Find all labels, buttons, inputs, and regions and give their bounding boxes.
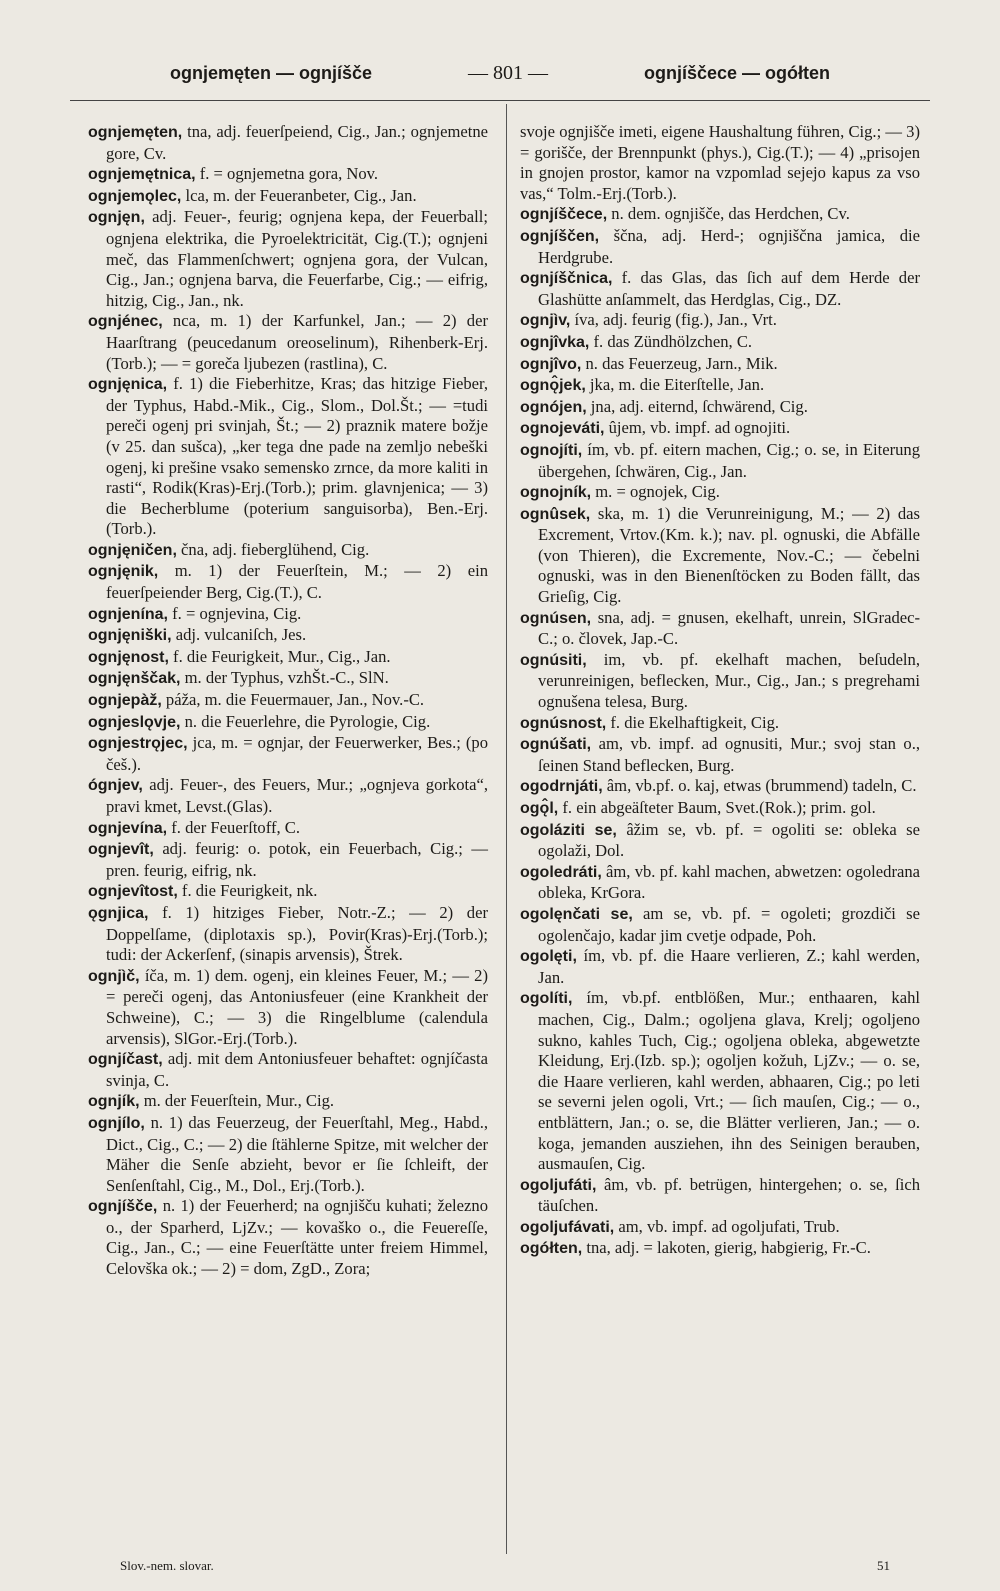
- entry-headword: ogǫ̂l,: [520, 800, 559, 817]
- dictionary-entry: [88, 712, 488, 734]
- dictionary-entry: [88, 561, 488, 603]
- dictionary-entry: [88, 881, 488, 903]
- dictionary-entry: [88, 374, 488, 540]
- entry-headword: ognojeváti,: [520, 420, 605, 438]
- entry-definition: ím, vb. pf. eitern machen, Cig.; o. se, in Eiterung übergehen, ſchwären, Cig., Jan.: [538, 439, 920, 481]
- dictionary-entry: [520, 122, 920, 204]
- entry-definition: am se, vb. pf. = ogoleti; grozdiči se ogolenčajo, kadar jim cvetje odpade, Poh.: [538, 903, 920, 945]
- entry-headword: ognjęn,: [88, 209, 145, 227]
- page-number: — 801 —: [468, 62, 548, 84]
- entry-headword: ognojník,: [520, 484, 592, 502]
- entry-definition: n. das Feuerzeug, Jarn., Mik.: [581, 353, 778, 373]
- entry-headword: ognjęničen,: [88, 541, 177, 559]
- entry-definition: f. ein abgeäſteter Baum, Svet.(Rok.); prim. gol.: [558, 798, 876, 817]
- entry-headword: ognjîvo,: [520, 355, 582, 373]
- dictionary-entry: [88, 1091, 488, 1113]
- entry-headword: ognjíščece,: [520, 206, 608, 224]
- footer-signature: Slov.-nem. slovar.: [120, 1558, 214, 1573]
- entry-definition: am, vb. impf. ad ogoljufati, Trub.: [614, 1216, 840, 1236]
- entry-definition: m. 1) der Feuerſtein, M.; — 2) ein feuerſpeiender Berg, Cig.(T.), C.: [106, 561, 488, 603]
- entry-definition: f. die Feurigkeit, Mur., Cig., Jan.: [168, 646, 391, 666]
- entry-definition: adj. Feuer-, des Feuers, Mur.; „ognjeva gorkota“, pravi kmet, Levst.(Glas).: [106, 775, 488, 816]
- dictionary-entry: [88, 1196, 488, 1279]
- entry-definition: tna, adj. = lakoten, gierig, habgierig, Fr.-C.: [582, 1238, 871, 1258]
- entry-definition: ím, vb.pf. entblößen, Mur.; enthaaren, kahl machen, Cig., Dalm.; ogoljena glava, Krelj; ogoljeno sukno, kahles Tuch, Cig.; ogoljena obleka, abgewetzte Kleidung, Erj.(Izb. sp.); ogoljen kožuh, LjZv.; — o. se, die Haare verlieren, kahl werden, abhaaren, Cig.; po leti se severni jelen ogoli, Vrt.; — ſich mauſen, Cig.; — o., entblättern, Jan.; o. se, die Blätter verlieren, Jan.; — o. koga, jemanden ausziehen, ihn des Seinigen berauben, ausmauſen, Cig.: [538, 988, 920, 1174]
- entry-headword: ogółten,: [520, 1240, 583, 1258]
- entry-headword: ognojíti,: [520, 441, 583, 459]
- entry-definition: n. 1) das Feuerzeug, der Feuerſtahl, Meg., Habd., Dict., Cig., C.; — 2) die ſtählerne Spitze, mit welcher der Mäher die Senſe abzieht, bevor er ſie ſchleift, der Senſenſtahl, Cig., M., Dol., Erj.(Torb.).: [106, 1112, 488, 1195]
- entry-definition: adj. Feuer-, feurig; ognjena kepa, der Feuerball; ognjena elektrika, die Pyroelektricität, Cig.(T.); ognjeni meč, das Flammenſchwert; ognjena gora, der Vulcan, Cig., Jan.; ognjena barva, die Feuerfarbe, Cig.; — eifrig, hitzig, Cig., Jan., nk.: [106, 207, 488, 310]
- dictionary-entry: [88, 966, 488, 1049]
- entry-headword: ogoláziti se,: [520, 821, 617, 839]
- dictionary-entry: [520, 397, 920, 419]
- entry-headword: ogolíti,: [520, 990, 573, 1008]
- entry-definition: f. der Feuerſtoff, C.: [167, 817, 300, 837]
- entry-headword: ognjemęten,: [88, 124, 183, 141]
- entry-headword: ognjíčast,: [88, 1051, 163, 1069]
- dictionary-entry: [520, 1175, 920, 1217]
- dictionary-entry: [520, 820, 920, 862]
- dictionary-entry: [88, 690, 488, 712]
- entry-definition: m. = ognojek, Cig.: [591, 482, 720, 502]
- entry-definition: jka, m. die Eiterſtelle, Jan.: [585, 375, 765, 395]
- dictionary-entry: [88, 647, 488, 669]
- dictionary-entry: [520, 332, 920, 354]
- entry-headword: ognûsek,: [520, 505, 591, 523]
- entry-headword: ognjęnost,: [88, 648, 169, 666]
- entry-definition: íča, m. 1) dem. ogenj, ein kleines Feuer, M.; — 2) = pereči ogenj, das Antoniusfeuer (eine Krankheit der Schweine), C.; — 3) die Ringelblume (calendula arvensis), SlGor.-Erj.(Torb.).: [106, 965, 488, 1048]
- entry-headword: ognjepàž,: [88, 692, 162, 710]
- entry-definition: f. 1) hitziges Fieber, Notr.-Z.; — 2) der Doppelſame, (diplotaxis sp.), Povir(Kras)-Erj.(Torb.); tudi: der Ackerſenf, (sinapis arvensis), Štrek.: [106, 902, 488, 965]
- dictionary-entry: [88, 1113, 488, 1196]
- dictionary-entry: [520, 204, 920, 226]
- entry-headword: ognúsnost,: [520, 714, 607, 732]
- dictionary-entry: [88, 733, 488, 775]
- running-head: [170, 62, 830, 92]
- entry-headword: ognjevína,: [88, 819, 168, 837]
- dictionary-entry: [88, 1049, 488, 1091]
- entry-headword: ognjęnščak,: [88, 670, 181, 688]
- dictionary-entry: [520, 608, 920, 650]
- dictionary-entry: [520, 482, 920, 504]
- dictionary-entry: [520, 904, 920, 946]
- dictionary-entry: [520, 354, 920, 376]
- entry-headword: ognjénec,: [88, 313, 163, 331]
- right-column: [520, 122, 920, 1260]
- entry-definition: im, vb. pf. ekelhaft machen, beſudeln, verunreinigen, beflecken, Mur., Cig., Jan.; s pregrehami ognušena telesa, Burg.: [538, 649, 920, 712]
- dictionary-entry: [520, 650, 920, 713]
- entry-headword: ogoljufáti,: [520, 1176, 597, 1194]
- entry-headword: ognjìč,: [88, 967, 140, 985]
- dictionary-entry: [88, 903, 488, 966]
- entry-headword: ogoljufávati,: [520, 1218, 615, 1236]
- entry-definition: svoje ognjišče imeti, eigene Haushaltung führen, Cig.; — 3) = gorišče, der Brennpunkt (phys.), Cig.(T.); — 4) „prisojen in gnojen prostor, kamor na vzpomlad sejejo kapus za vso vas,“ Tolm.-Erj.(Torb.).: [520, 122, 920, 203]
- entry-headword: ognjík,: [88, 1093, 140, 1111]
- entry-definition: f. das Glas, das ſich auf dem Herde der Glashütte anſammelt, das Herdglas, Cig., DZ.: [538, 268, 920, 309]
- entry-definition: sna, adj. = gnusen, ekelhaft, unrein, SlGradec-C.; o. človek, Jap.-C.: [538, 607, 920, 649]
- entry-headword: ognjevîtost,: [88, 883, 178, 901]
- dictionary-entry: [88, 604, 488, 626]
- entry-headword: ognjęnica,: [88, 376, 168, 394]
- entry-definition: páža, m. die Feuermauer, Jan., Nov.-C.: [161, 690, 425, 710]
- dictionary-entry: [88, 668, 488, 690]
- dictionary-entry: [520, 504, 920, 608]
- entry-headword: ognjemǫlec,: [88, 187, 182, 205]
- footer-sheet-number: 51: [877, 1558, 890, 1573]
- entry-definition: n. 1) der Feuerherd; na ognjišču kuhati; železno o., der Sparherd, LjZv.; — kovaško o., die Feuereſſe, Cig., Jan., C.; — eine Feuerſtätte unter freiem Himmel, Celovška ok.; — 2) = dom, ZgD., Zora;: [106, 1196, 488, 1279]
- entry-definition: f. die Feurigkeit, nk.: [177, 881, 318, 901]
- entry-headword: ogodrnjáti,: [520, 778, 603, 796]
- entry-headword: ogoledráti,: [520, 863, 602, 881]
- entry-headword: ógnjev,: [88, 777, 143, 795]
- entry-definition: n. dem. ognjišče, das Herdchen, Cv.: [607, 204, 850, 224]
- entry-headword: ogolęti,: [520, 948, 577, 966]
- dictionary-entry: [88, 122, 488, 164]
- entry-definition: adj. feurig: o. potok, ein Feuerbach, Cig.; — pren. feurig, eifrig, nk.: [106, 839, 488, 880]
- dictionary-entry: [520, 988, 920, 1174]
- entry-definition: jca, m. = ognjar, der Feuerwerker, Bes.; (po češ.).: [106, 733, 488, 774]
- dictionary-entry: [88, 164, 488, 186]
- column-rule: [506, 104, 507, 1554]
- dictionary-entry: [88, 839, 488, 881]
- entry-headword: ognjeslǫvje,: [88, 713, 181, 731]
- entry-definition: f. die Ekelhaftigkeit, Cig.: [606, 712, 780, 732]
- dictionary-entry: [88, 311, 488, 374]
- entry-headword: ognjîvka,: [520, 333, 590, 351]
- entry-definition: am, vb. impf. ad ognusiti, Mur.; svoj stan o., ſeinen Stand beflecken, Burg.: [538, 734, 920, 775]
- entry-definition: čna, adj. fieberglühend, Cig.: [176, 539, 370, 559]
- entry-definition: f. 1) die Fieberhitze, Kras; das hitzige Fieber, der Typhus, Habd.-Mik., Cig., Slom., Dol.Št.; — =tudi pereči ogenj pri svinjah, Št.; — 2) praznik matere božje (v 25. dan sušca), „ker tega dne pade na zemljo nebeški ogenj, ki prešine vsako semensko zrnce, da more kaliti in rasti“, Rodik(Kras)-Erj.(Torb.); prim. glavnjenica; — 3) die Becherblume (poterium sanguisorba), Ben.-Erj.(Torb.).: [106, 374, 488, 539]
- dictionary-entry: [520, 226, 920, 268]
- entry-definition: tna, adj. feuerſpeiend, Cig., Jan.; ognjemetne gore, Cv.: [106, 122, 488, 163]
- entry-headword: ǫgnjica,: [88, 904, 149, 922]
- entry-headword: ognjemętnica,: [88, 166, 196, 184]
- entry-headword: ognjíščen,: [520, 227, 600, 245]
- dictionary-entry: [520, 440, 920, 482]
- dictionary-entry: [88, 775, 488, 817]
- dictionary-entry: [520, 734, 920, 776]
- dictionary-entry: [520, 375, 920, 397]
- dictionary-entry: [88, 625, 488, 647]
- entry-definition: âžim se, vb. pf. = ogoliti se: obleka se ogolaži, Dol.: [538, 819, 920, 861]
- entry-headword: ognójen,: [520, 398, 587, 416]
- entry-headword: ognúsen,: [520, 609, 592, 627]
- entry-definition: íva, adj. feurig (fig.), Jan., Vrt.: [570, 310, 777, 330]
- dictionary-entry: [520, 798, 920, 820]
- entry-headword: ognjenína,: [88, 605, 168, 623]
- dictionary-entry: [88, 207, 488, 311]
- guide-word-left: ognjemęten — ognjíšče: [170, 63, 373, 83]
- entry-definition: f. = ognjemetna gora, Nov.: [195, 164, 379, 184]
- entry-definition: ska, m. 1) die Verunreinigung, M.; — 2) das Excrement, Vrtov.(Km. k.); nav. pl. ognuski, die Abfälle (von Thieren), die Excremente, Nov.-C.; — čebelni ognuski, was in den Bienenſtöcken zu Boden fällt, das Grieſig, Cig.: [538, 503, 920, 607]
- entry-headword: ognjevît,: [88, 841, 154, 859]
- entry-definition: n. die Feuerlehre, die Pyrologie, Cig.: [180, 711, 431, 731]
- entry-definition: âm, vb. pf. betrügen, hintergehen; o. se, ſich täuſchen.: [538, 1174, 920, 1216]
- dictionary-entry: [520, 268, 920, 310]
- entry-headword: ognjestrǫjec,: [88, 735, 188, 753]
- header-rule: [70, 100, 930, 101]
- dictionary-entry: [520, 1217, 920, 1239]
- dictionary-entry: [520, 1238, 920, 1260]
- entry-headword: ognjìv,: [520, 312, 571, 330]
- entry-headword: ogolęnčati se,: [520, 905, 633, 923]
- entry-definition: ščna, adj. Herd-; ognjiščna jamica, die Herdgrube.: [538, 225, 920, 267]
- entry-headword: ognjęnik,: [88, 563, 159, 581]
- dictionary-entry: [520, 713, 920, 735]
- entry-headword: ognjęniški,: [88, 627, 172, 645]
- entry-definition: f. das Zündhölzchen, C.: [589, 331, 753, 351]
- entry-headword: ognǫ̂jek,: [520, 377, 586, 395]
- dictionary-entry: [520, 310, 920, 332]
- entry-definition: adj. mit dem Antoniusfeuer behaftet: ognjíčasta svinja, C.: [106, 1049, 488, 1090]
- entry-definition: m. der Feuerſtein, Mur., Cig.: [139, 1091, 335, 1111]
- entry-definition: f. = ognjevina, Cig.: [168, 603, 302, 623]
- entry-definition: nca, m. 1) der Karfunkel, Jan.; — 2) der Haarſtrang (peucedanum oreoselinum), Rihenberk-Erj.(Torb.); — = goreča ljubezen (rastlina), C.: [106, 311, 488, 373]
- entry-headword: ognúšati,: [520, 736, 592, 754]
- page-footer: [120, 1558, 890, 1574]
- dictionary-entry: [520, 946, 920, 988]
- entry-definition: jna, adj. eiternd, ſchwärend, Cig.: [586, 396, 808, 416]
- entry-definition: adj. vulcaniſch, Jes.: [171, 625, 307, 645]
- dictionary-entry: [520, 776, 920, 798]
- entry-definition: ím, vb. pf. die Haare verlieren, Z.; kahl werden, Jan.: [538, 946, 920, 987]
- entry-definition: âm, vb.pf. o. kaj, etwas (brummend) tadeln, C.: [602, 776, 917, 796]
- dictionary-entry: [88, 540, 488, 562]
- entry-definition: m. der Typhus, vzhŠt.-C., SlN.: [180, 668, 389, 688]
- entry-headword: ognjíšče,: [88, 1198, 158, 1216]
- left-column: [88, 122, 488, 1280]
- entry-definition: lca, m. der Feueranbeter, Cig., Jan.: [181, 185, 417, 205]
- entry-definition: ûjem, vb. impf. ad ognojiti.: [604, 418, 791, 438]
- entry-headword: ognjílo,: [88, 1114, 145, 1132]
- entry-headword: ognjíščnica,: [520, 270, 613, 288]
- dictionary-entry: [520, 418, 920, 440]
- dictionary-entry: [88, 186, 488, 208]
- guide-word-right: ognjíščece — ogółten: [643, 63, 830, 83]
- entry-definition: âm, vb. pf. kahl machen, abwetzen: ogoledrana obleka, KrGora.: [538, 861, 920, 903]
- entry-headword: ognúsiti,: [520, 651, 587, 669]
- dictionary-entry: [88, 818, 488, 840]
- dictionary-entry: [520, 862, 920, 904]
